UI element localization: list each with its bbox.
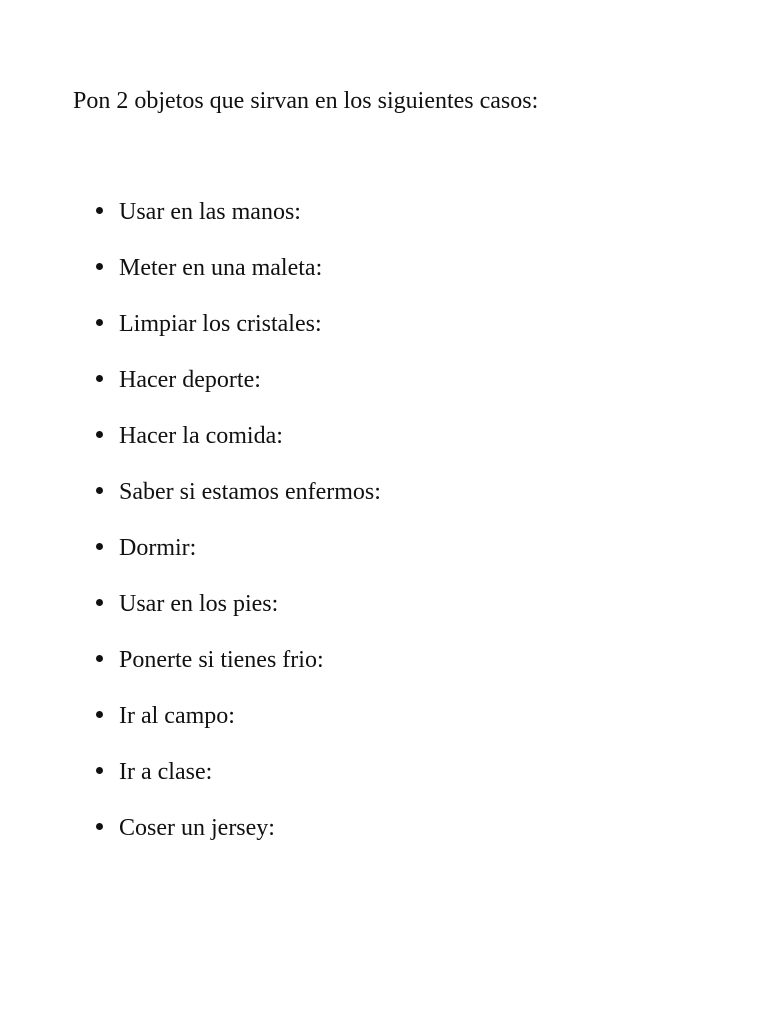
list-item-text: Usar en las manos: xyxy=(119,199,301,225)
bullet-icon xyxy=(96,263,103,270)
list-item-text: Limpiar los cristales: xyxy=(119,311,322,337)
list-item-text: Meter en una maleta: xyxy=(119,255,323,281)
bullet-icon xyxy=(96,431,103,438)
list-item-text: Dormir: xyxy=(119,535,197,561)
list-item-text: Hacer la comida: xyxy=(119,423,283,449)
instruction-text: Pon 2 objetos que sirvan en los siguientes casos: xyxy=(73,88,539,114)
list-item xyxy=(0,589,600,645)
list-item xyxy=(0,757,600,813)
list-item-text: Ir al campo: xyxy=(119,703,235,729)
list-item xyxy=(0,645,600,701)
bullet-icon xyxy=(96,543,103,550)
list-item xyxy=(0,421,600,477)
bullet-icon xyxy=(96,711,103,718)
list-item-text: Ponerte si tienes frio: xyxy=(119,647,324,673)
bullet-icon xyxy=(96,207,103,214)
bullet-icon xyxy=(96,319,103,326)
task-list xyxy=(0,197,600,869)
bullet-icon xyxy=(96,767,103,774)
bullet-icon xyxy=(96,375,103,382)
list-item-text: Coser un jersey: xyxy=(119,815,275,841)
bullet-icon xyxy=(96,823,103,830)
bullet-icon xyxy=(96,599,103,606)
bullet-icon xyxy=(96,487,103,494)
list-item xyxy=(0,365,600,421)
list-item-text: Saber si estamos enfermos: xyxy=(119,479,381,505)
list-item-text: Usar en los pies: xyxy=(119,591,279,617)
list-item xyxy=(0,197,600,253)
list-item xyxy=(0,253,600,309)
list-item xyxy=(0,477,600,533)
list-item xyxy=(0,701,600,757)
list-item-text: Ir a clase: xyxy=(119,759,213,785)
list-item xyxy=(0,533,600,589)
list-item-text: Hacer deporte: xyxy=(119,367,261,393)
bullet-icon xyxy=(96,655,103,662)
list-item xyxy=(0,813,600,869)
list-item xyxy=(0,309,600,365)
